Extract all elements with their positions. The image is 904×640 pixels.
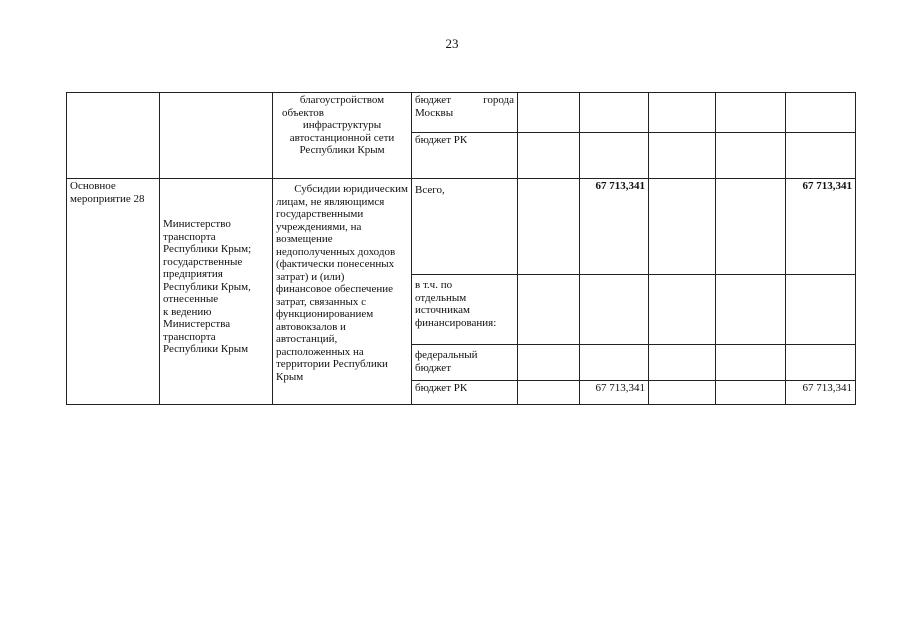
executor-cell-empty <box>160 93 273 179</box>
page-number: 23 <box>445 36 459 51</box>
table-row <box>67 93 856 133</box>
value-cell <box>518 133 580 179</box>
funding-source-breakdown: в т.ч. по отдельным источникам финансирования: <box>412 275 518 345</box>
budget-table <box>66 92 856 405</box>
funding-source-total: Всего, <box>412 179 518 275</box>
executor-cell: Министерство транспорта Республики Крым; государственные предприятия Республики Крым, отнесенные к ведению Министерства транспорта Республики Крым <box>160 179 273 405</box>
value-cell <box>649 133 716 179</box>
value-cell <box>649 345 716 381</box>
value-cell <box>518 275 580 345</box>
value-cell <box>716 93 786 133</box>
activity-cell-empty <box>67 93 160 179</box>
funding-source-rk: бюджет РК <box>412 381 518 405</box>
value-cell <box>716 133 786 179</box>
total-value: 67 713,341 <box>786 179 856 275</box>
rk-value: 67 713,341 <box>786 381 856 405</box>
rk-value: 67 713,341 <box>580 381 649 405</box>
activity-cell: Основное мероприятие 28 <box>67 179 160 405</box>
funding-source-moscow: бюджет города Москвы <box>412 93 518 133</box>
funding-source-federal: федеральный бюджет <box>412 345 518 381</box>
value-cell <box>786 345 856 381</box>
value-cell <box>786 133 856 179</box>
description-cell: Субсидии юридическим лицам, не являющимся государственными учреждениями, на возмещение недополученных доходов (фактически понесенных затрат) и (или) финансовое обеспечение затрат, связанных с функционированием автовокзалов и автостанций, расположенных на территории Республики Крым <box>273 179 412 405</box>
value-cell <box>518 345 580 381</box>
value-cell <box>649 179 716 275</box>
value-cell <box>716 275 786 345</box>
value-cell <box>649 93 716 133</box>
value-cell <box>786 275 856 345</box>
value-cell <box>716 179 786 275</box>
value-cell <box>580 345 649 381</box>
table-row <box>67 179 856 275</box>
total-value: 67 713,341 <box>580 179 649 275</box>
description-cell-continuation: благоустройством объектов инфраструктуры автостанционной сети Республики Крым <box>273 93 412 179</box>
value-cell <box>518 179 580 275</box>
value-cell <box>518 381 580 405</box>
value-cell <box>716 345 786 381</box>
value-cell <box>649 381 716 405</box>
funding-source-rk: бюджет РК <box>412 133 518 179</box>
value-cell <box>580 275 649 345</box>
value-cell <box>716 381 786 405</box>
value-cell <box>786 93 856 133</box>
value-cell <box>649 275 716 345</box>
value-cell <box>580 93 649 133</box>
value-cell <box>580 133 649 179</box>
value-cell <box>518 93 580 133</box>
